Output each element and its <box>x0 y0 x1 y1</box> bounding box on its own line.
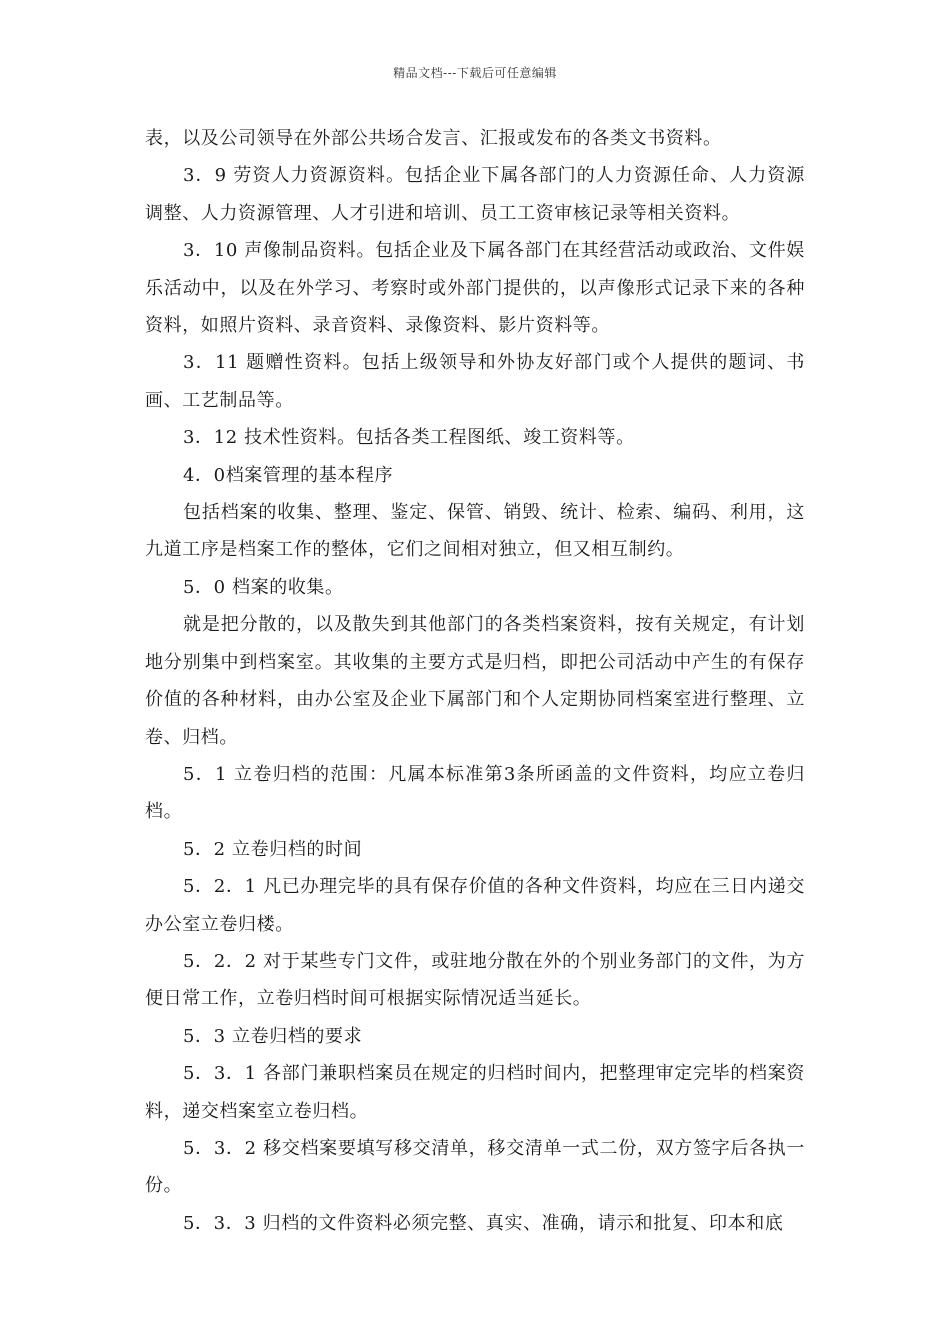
paragraph-3-11: 3．11 题赠性资料。包括上级领导和外协友好部门或个人提供的题词、书画、工艺制品等。 <box>145 352 805 411</box>
paragraph-5-3-1: 5．3．1 各部门兼职档案员在规定的归档时间内，把整理审定完毕的档案资料，递交档案室立卷归档。 <box>145 1063 805 1122</box>
paragraph-3-9: 3．9 劳资人力资源资料。包括企业下属各部门的人力资源任命、人力资源调整、人力资源管理、人才引进和培训、员工工资审核记录等相关资料。 <box>145 165 805 224</box>
page-header: 精品文档---下载后可任意编辑 <box>393 66 557 80</box>
paragraph-5-3-3: 5．3．3 归档的文件资料必须完整、真实、准确，请示和批复、印本和底 <box>183 1212 784 1234</box>
document-body <box>145 120 805 1242</box>
paragraph-1: 表，以及公司领导在外部公共场合发言、汇报或发布的各类文书资料。 <box>145 128 722 149</box>
heading-4-0: 4．0档案管理的基本程序 <box>183 464 394 486</box>
paragraph-4-0-body: 包括档案的收集、整理、鉴定、保管、销毁、统计、检索、编码、利用，这九道工序是档案工作的整体，它们之间相对独立，但又相互制约。 <box>145 502 805 561</box>
paragraph-5-2-1: 5．2．1 凡已办理完毕的具有保存价值的各种文件资料，均应在三日内递交办公室立卷归楼。 <box>145 876 805 935</box>
heading-5-0: 5．0 档案的收集。 <box>183 576 344 598</box>
paragraph-5-3-2: 5．3．2 移交档案要填写移交清单，移交清单一式二份，双方签字后各执一份。 <box>145 1137 805 1197</box>
paragraph-3-10: 3．10 声像制品资料。包括企业及下属各部门在其经营活动或政治、文件娱乐活动中，以及在外学习、考察时或外部门提供的，以声像形式记录下来的各种资料，如照片资料、录音资料、录像资料、影片资料等。 <box>145 240 805 337</box>
paragraph-5-0-body: 就是把分散的，以及散失到其他部门的各类档案资料，按有关规定，有计划地分别集中到档案室。其收集的主要方式是归档，即把公司活动中产生的有保存价值的各种材料，由办公室及企业下属部门和个人定期协同档案室进行整理、立卷、归档。 <box>145 614 805 748</box>
paragraph-5-1: 5．1 立卷归档的范围：凡属本标准第3条所函盖的文件资料，均应立卷归档。 <box>145 763 805 823</box>
paragraph-5-2-2: 5．2．2 对于某些专门文件，或驻地分散在外的个别业务部门的文件，为方便日常工作，立卷归档时间可根据实际情况适当延长。 <box>145 950 805 1010</box>
paragraph-3-12: 3．12 技术性资料。包括各类工程图纸、竣工资料等。 <box>183 427 635 449</box>
heading-5-3: 5．3 立卷归档的要求 <box>183 1025 363 1047</box>
heading-5-2: 5．2 立卷归档的时间 <box>183 838 363 860</box>
